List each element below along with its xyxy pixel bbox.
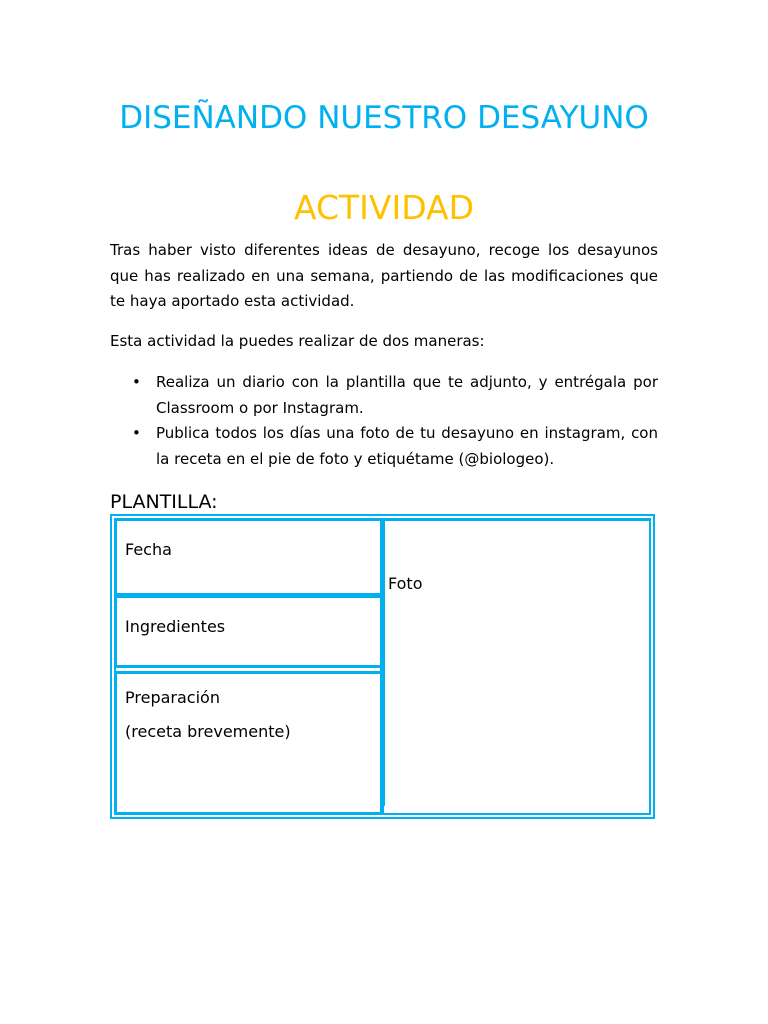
- ingredients-label: Ingredientes: [125, 617, 226, 636]
- column-divider: [382, 518, 385, 806]
- preparation-label: [125, 681, 291, 749]
- preparation-title: Preparación: [125, 688, 220, 707]
- date-cell: [114, 518, 384, 596]
- activity-heading: ACTIVIDAD: [293, 188, 475, 227]
- template-label: PLANTILLA:: [110, 491, 218, 513]
- document-title: DISEÑANDO NUESTRO DESAYUNO: [119, 100, 649, 136]
- breakfast-template-table: [110, 514, 655, 819]
- preparation-note: (receta brevemente): [125, 722, 291, 741]
- list-item-text: Realiza un diario con la plantilla que te adjunto, y entrégala por Classroom o por Instagram.: [156, 373, 658, 417]
- preparation-cell: [114, 671, 384, 815]
- list-item: [110, 421, 658, 472]
- photo-cell: [380, 518, 651, 815]
- date-label: Fecha: [125, 540, 172, 559]
- bullet-icon: •: [132, 373, 141, 391]
- ingredients-cell: [114, 595, 384, 668]
- bullet-icon: •: [132, 424, 141, 442]
- list-item-text: Publica todos los días una foto de tu desayuno en instagram, con la receta en el pie de foto y etiquétame (@biologeo).: [156, 424, 658, 468]
- photo-label: Foto: [388, 574, 423, 593]
- list-item: [110, 370, 658, 421]
- methods-paragraph: Esta actividad la puedes realizar de dos maneras:: [110, 332, 485, 350]
- methods-list: [110, 370, 658, 472]
- intro-paragraph: Tras haber visto diferentes ideas de desayuno, recoge los desayunos que has realizado en una semana, partiendo de las modificaciones que te haya aportado esta actividad.: [110, 241, 658, 310]
